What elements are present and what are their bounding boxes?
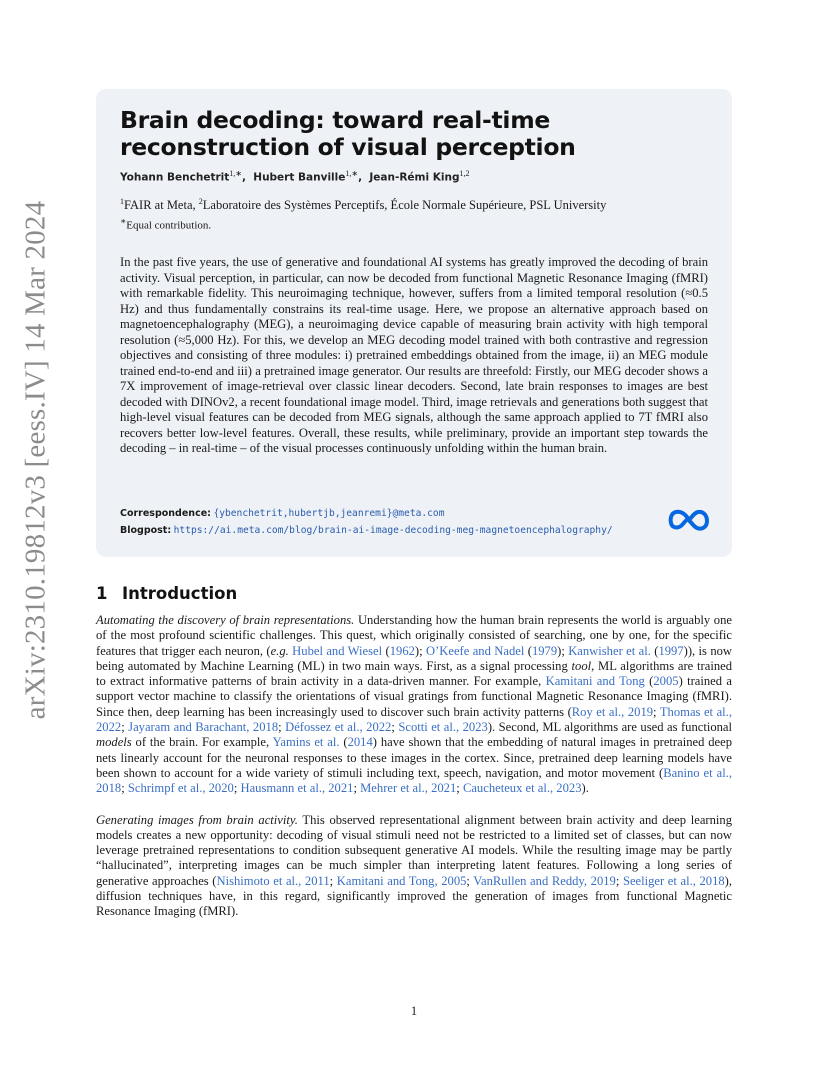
citation-link[interactable]: Yamins et al. — [272, 735, 340, 750]
section-heading — [96, 584, 732, 603]
paragraph-generating-images — [96, 813, 732, 920]
citation-link[interactable]: Kamitani and Tong, 2005 — [336, 873, 467, 888]
paper-title: Brain decoding: toward real-time reconstruction of visual perception — [120, 106, 576, 161]
author-name: Jean-Rémi King — [369, 171, 460, 184]
citation-link[interactable]: Seeliger et al., 2018 — [622, 873, 725, 888]
body-text: ; — [653, 704, 660, 719]
citation-link[interactable]: Schrimpf et al., 2020 — [127, 781, 234, 796]
body-text: , ML algorithms are trained to extract informative patterns of brain activity in a data-driven manner. For example, — [96, 658, 732, 689]
citation-link[interactable]: Kamitani and Tong — [545, 674, 645, 689]
author-name: Yohann Benchetrit — [120, 171, 230, 184]
body-text: ; — [278, 720, 286, 735]
body-text: ; — [391, 720, 399, 735]
correspondence-label: Correspondence: — [120, 508, 211, 519]
author-affiliation-mark: 1,2 — [459, 169, 470, 178]
arxiv-id-text: arXiv:2310.19812v3 [eess.IV] 14 Mar 2024 — [19, 200, 52, 720]
citation-link[interactable]: Kanwisher et al. — [568, 643, 651, 658]
section-number: 1 — [96, 584, 108, 603]
body-text: ) have shown that the embedding of natural images in pretrained deep nets linearly account for the neuronal responses to these images in the cortex. Since, pretrained deep learning models have been shown to account for a wide variety of stimuli including text, speech, navigation, and motor movement ( — [96, 735, 732, 780]
introduction-section — [96, 584, 732, 920]
emphasis-text: models — [96, 735, 132, 750]
meta-infinity-logo-icon — [668, 509, 710, 531]
body-text: ); — [557, 643, 569, 658]
page-number: 1 — [410, 1004, 418, 1018]
body-text: ); — [414, 643, 426, 658]
citation-link[interactable]: 1997 — [658, 643, 684, 658]
equal-contribution-note: ∗Equal contribution. — [120, 215, 212, 232]
body-text: ( — [339, 735, 348, 750]
citation-link[interactable]: Nishimoto et al., 2011 — [216, 873, 330, 888]
body-text: ( — [650, 643, 659, 658]
citation-link[interactable]: 1962 — [389, 643, 415, 658]
correspondence-email-link[interactable]: {ybenchetrit,hubertjb,jeanremi}@meta.com — [213, 508, 445, 519]
body-text: ( — [382, 643, 390, 658]
affiliations: $^1$FAIR at Meta, $^2$Laboratoire des Systèmes Perceptifs, École Normale Supérieure, PSL University — [120, 196, 607, 212]
paragraph-lead: Automating the discovery of brain representations. — [96, 613, 355, 627]
author-name: Hubert Banville — [253, 171, 346, 184]
blogpost-label: Blogpost: — [120, 525, 172, 536]
citation-link[interactable]: Thomas et al., 2022 — [96, 704, 732, 735]
author-list: Yohann Benchetrit$^{1,∗}$, Hubert Banville$^{1,∗}$, Jean-Rémi King$^{1,2}$ — [120, 169, 470, 184]
citation-link[interactable]: Hubel and Wiesel — [292, 643, 383, 658]
citation-link[interactable]: Hausmann et al., 2021 — [240, 781, 354, 796]
citation-link[interactable]: 2005 — [653, 674, 679, 689]
citation-link[interactable]: Banino et al., 2018 — [96, 765, 732, 796]
contact-info — [120, 505, 613, 539]
citation-link[interactable]: Scotti et al., 2023 — [398, 720, 488, 735]
section-title: Introduction — [122, 584, 238, 603]
arxiv-identifier — [12, 180, 60, 740]
emphasis-text: e.g. — [270, 643, 289, 658]
citation-link[interactable]: O’Keefe and Nadel — [425, 643, 525, 658]
paragraph-body — [96, 613, 732, 795]
body-text: ; — [121, 720, 129, 735]
body-text: Understanding how the human brain represents the world is arguably one of the most profound scientific challenges. This quest, which originally consisted of searching, one by one, for the specific features that trigger each neuron, ( — [96, 613, 732, 658]
body-text: ; — [121, 781, 128, 796]
citation-link[interactable]: VanRullen and Reddy, 2019 — [473, 873, 616, 888]
body-text: This observed representational alignment between brain activity and deep learning models creates a new opportunity: decoding of visual stimuli need not be restricted to a limited set of classes, but can now leverage pretrained representations to condition subsequent generative AI models. While the resulting image may be partly “hallucinated”, interpreting images can be much simpler than interpreting latent features. Following a long series of generative approaches ( — [96, 812, 733, 888]
body-text: ; — [466, 873, 474, 888]
citation-link[interactable]: 2014 — [347, 735, 373, 750]
body-text: ( — [644, 674, 654, 689]
citation-link[interactable]: Jayaram and Barachant, 2018 — [128, 720, 279, 735]
body-text: ). Second, ML algorithms are used as functional — [487, 720, 733, 735]
body-text: ) trained a support vector machine to classify the orientations of visual gratings from functional Magnetic Resonance Imaging (fMRI). Since then, deep learning has been increasingly used to discover such brain activity patterns ( — [96, 674, 733, 719]
citation-link[interactable]: Mehrer et al., 2021 — [360, 781, 457, 796]
author-affiliation-mark: 1,∗ — [229, 169, 242, 178]
citation-link[interactable]: 1979 — [531, 643, 558, 658]
paragraph-lead: Generating images from brain activity. — [96, 812, 298, 827]
body-text: ). — [581, 781, 589, 796]
citation-link[interactable]: Défossez et al., 2022 — [285, 720, 392, 735]
body-text: )), is now being automated by Machine Learning (ML) in two main ways. First, as a signal processing — [96, 643, 733, 673]
body-text: ; — [456, 781, 463, 796]
paragraph-brain-representations — [96, 613, 732, 797]
body-text: ( — [524, 643, 532, 658]
abstract-text: In the past five years, the use of generative and foundational AI systems has greatly improved the decoding of brain activity. Visual perception, in particular, can now be decoded from functional Magnetic Resonance Imaging (fMRI) with remarkable fidelity. This neuroimaging technique, however, suffers from a limited temporal resolution (≈0.5 Hz) and thus fundamentally constrains its real-time usage. Here, we propose an alternative approach based on magnetoencephalography (MEG), a neuroimaging device capable of measuring brain activity with high temporal resolution (≈5,000 Hz). For this, we develop an MEG decoding model trained with both contrastive and regression objectives and consisting of three modules: i) pretrained embeddings obtained from the image, ii) an MEG module trained end-to-end and iii) a pretrained image generator. Our results are threefold: Firstly, our MEG decoder shows a 7X improvement of image-retrieval over classic linear decoders. Second, late brain responses to images are best decoded with DINOv2, a recent foundational image model. Third, image retrievals and generations both suggest that high-level visual features can be decoded from MEG signals, although the same approach applied to 7T fMRI also recovers better low-level features. Overall, these results, while preliminary, provide an important step towards the decoding – in real-time – of the visual processes continuously unfolding within the human brain. — [120, 255, 709, 456]
body-text: ), diffusion techniques have, in this regard, significantly improved the generation of images from functional Magnetic Resonance Imaging (fMRI). — [96, 873, 733, 919]
body-text: ; — [353, 781, 361, 796]
title-abstract-box — [96, 89, 732, 557]
citation-link[interactable]: Caucheteux et al., 2023 — [462, 781, 582, 796]
body-text: ; — [233, 781, 241, 796]
body-text: ; — [615, 873, 623, 888]
author-affiliation-mark: 1,∗ — [345, 169, 359, 178]
body-text: of the brain. For example, — [131, 735, 273, 750]
emphasis-text: tool — [571, 658, 592, 673]
blogpost-link[interactable]: https://ai.meta.com/blog/brain-ai-image-decoding-meg-magnetoencephalography/ — [173, 525, 613, 536]
body-text: ; — [329, 873, 337, 888]
paragraph-body — [96, 813, 732, 919]
citation-link[interactable]: Roy et al., 2019 — [571, 704, 654, 719]
